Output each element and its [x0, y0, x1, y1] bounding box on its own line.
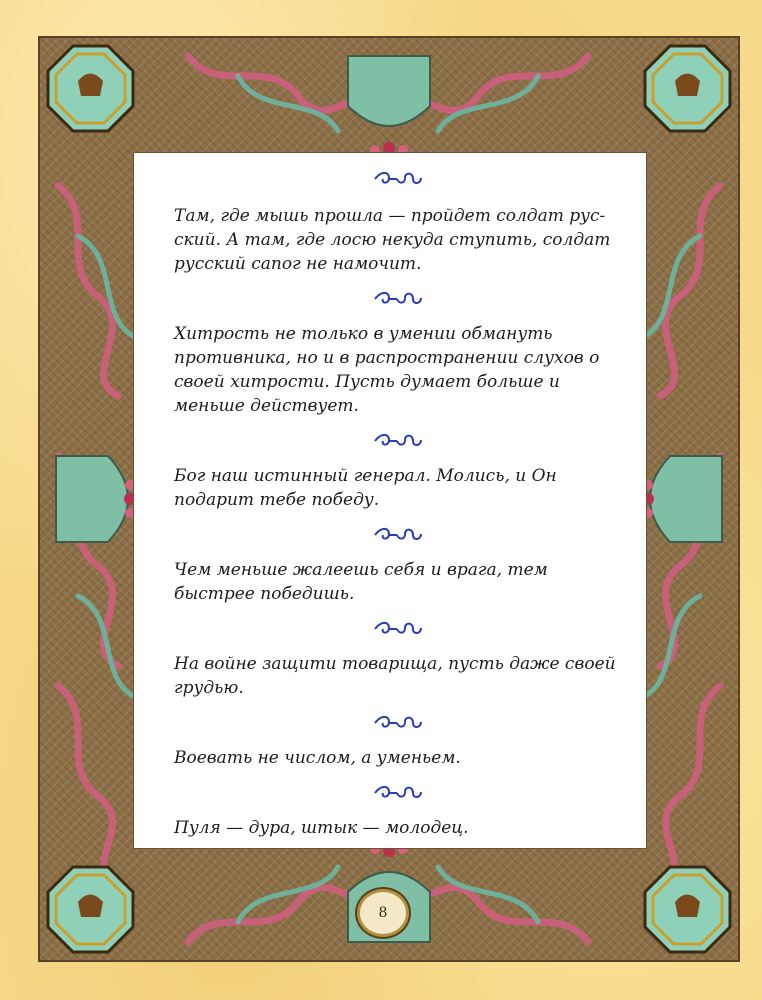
quote-1: Там, где мышь прошла — пройдет солдат русский. А там, где лосю некуда ступить, солдат русский сапог не намочит.	[174, 206, 611, 274]
flourish-divider-icon	[367, 782, 427, 804]
quote-4: Чем меньше жалеешь себя и врага, тем быстрее победишь.	[174, 560, 548, 604]
quote-6: Воевать не числом, а уменьем.	[174, 748, 461, 768]
flourish-divider-icon	[367, 168, 427, 190]
flourish-divider-icon	[367, 524, 427, 546]
quote-7: Пуля — дура, штык — молодец.	[174, 818, 469, 838]
quotes-list	[174, 168, 620, 840]
flourish-divider-icon	[367, 712, 427, 734]
flourish-divider-icon	[367, 618, 427, 640]
quote-2: Хитрость не только в умении обмануть противника, но и в распространении слухов о своей хитрости. Пусть думает больше и меньше действует.	[174, 324, 600, 416]
quote-3: Бог наш истинный генерал. Молись, и Он подарит тебе победу.	[174, 466, 557, 510]
flourish-divider-icon	[367, 288, 427, 310]
quote-5: На войне защити товарища, пусть даже своей грудью.	[174, 654, 616, 698]
page-number: 8	[360, 892, 406, 934]
flourish-divider-icon	[367, 430, 427, 452]
